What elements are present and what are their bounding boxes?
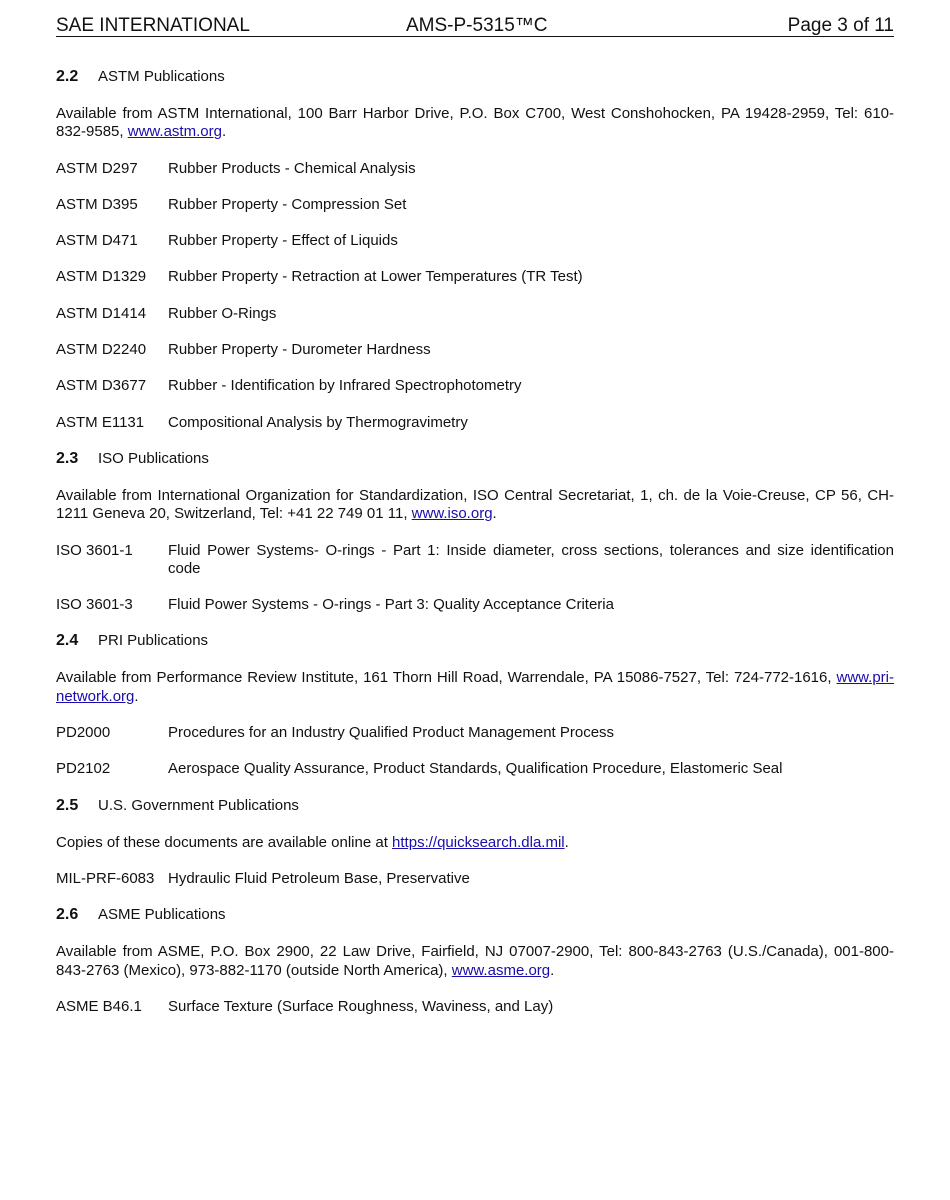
page-header — [56, 15, 894, 37]
intro-tail: . — [550, 961, 555, 979]
reference-title: Fluid Power Systems - O-rings - Part 3: Quality Acceptance Criteria — [168, 596, 614, 614]
section-heading-2-6 — [56, 906, 894, 925]
reference-title: Rubber Property - Compression Set — [168, 195, 407, 213]
reference-item — [56, 414, 894, 432]
header-page-number: Page 3 of 11 — [787, 15, 894, 36]
intro-text: Available from International Organization for Standardization, ISO Central Secretariat, 1, ch. de la Voie-Creuse, CP 56, CH-1211 Geneva 20, Switzerland, Tel: +41 22 749 01 11, — [56, 486, 894, 523]
section-number: 2.2 — [56, 68, 79, 85]
header-org: SAE INTERNATIONAL — [56, 15, 250, 36]
section-intro-2-2 — [56, 105, 894, 142]
reference-item — [56, 596, 894, 614]
reference-item — [56, 268, 894, 286]
section-number: 2.3 — [56, 449, 79, 467]
reference-title: Compositional Analysis by Thermogravimetry — [168, 413, 468, 431]
reference-title: Rubber - Identification by Infrared Spectrophotometry — [168, 377, 522, 395]
section-intro-2-5 — [56, 834, 894, 852]
reference-code: ASME B46.1 — [56, 997, 142, 1015]
section-title: ASTM Publications — [98, 68, 225, 85]
reference-title: Rubber Property - Effect of Liquids — [168, 232, 398, 250]
reference-code: ISO 3601-3 — [56, 596, 133, 614]
astm-website-link[interactable]: www.astm.org — [127, 123, 222, 141]
reference-item — [56, 870, 894, 888]
intro-tail: . — [134, 687, 139, 705]
reference-item — [56, 998, 894, 1016]
reference-item — [56, 305, 894, 323]
intro-text: Available from ASME, P.O. Box 2900, 22 Law Drive, Fairfield, NJ 07007-2900, Tel: 800-843-2763 (U.S./Canada), 001-800-843-2763 (Mexico), 973-882-1170 (outside North America), — [56, 943, 894, 979]
section-title: U.S. Government Publications — [98, 796, 299, 814]
reference-item — [56, 724, 894, 742]
reference-title: Fluid Power Systems- O-rings - Part 1: Inside diameter, cross sections, tolerances and size identification code — [168, 541, 894, 577]
reference-title: Rubber O-Rings — [168, 304, 277, 322]
reference-title: Surface Texture (Surface Roughness, Waviness, and Lay) — [168, 997, 554, 1015]
iso-website-link[interactable]: www.iso.org — [411, 505, 493, 523]
reference-title: Aerospace Quality Assurance, Product Standards, Qualification Procedure, Elastomeric Seal — [168, 760, 783, 778]
section-number: 2.4 — [56, 632, 79, 650]
section-intro-2-3 — [56, 487, 894, 524]
section-intro-2-4 — [56, 669, 894, 706]
section-heading-2-3 — [56, 450, 894, 469]
section-heading-2-5 — [56, 797, 894, 816]
reference-item — [56, 760, 894, 778]
intro-text: Available from ASTM International, 100 Barr Harbor Drive, P.O. Box C700, West Conshohocken, PA 19428-2959, Tel: 610-832-9585, — [56, 105, 894, 141]
section-title: ISO Publications — [98, 449, 209, 467]
reference-title: Hydraulic Fluid Petroleum Base, Preservative — [168, 869, 470, 887]
dla-quicksearch-link[interactable]: https://quicksearch.dla.mil — [392, 833, 565, 851]
reference-code: ASTM D3677 — [56, 377, 147, 395]
section-title: PRI Publications — [98, 632, 209, 650]
reference-title: Rubber Property - Retraction at Lower Temperatures (TR Test) — [168, 268, 583, 286]
reference-code: MIL-PRF-6083 — [56, 869, 155, 887]
reference-code: ASTM D297 — [56, 159, 138, 177]
reference-item — [56, 196, 894, 214]
section-number: 2.5 — [56, 796, 79, 814]
asme-website-link[interactable]: www.asme.org — [451, 961, 551, 979]
section-number: 2.6 — [56, 906, 79, 924]
intro-text: Available from Performance Review Institute, 161 Thorn Hill Road, Warrendale, PA 15086-7527, Tel: 724-772-1616, — [56, 669, 837, 687]
section-title: ASME Publications — [98, 906, 226, 924]
reference-code: ASTM D1329 — [56, 268, 147, 286]
reference-title: Rubber Products - Chemical Analysis — [168, 159, 416, 177]
reference-code: ASTM D2240 — [56, 341, 147, 359]
reference-code: ASTM D471 — [56, 232, 138, 250]
reference-item — [56, 341, 894, 359]
reference-item — [56, 160, 894, 178]
pri-website-link[interactable]: www.pri-network.org — [56, 669, 894, 705]
reference-item — [56, 232, 894, 250]
reference-title: Rubber Property - Durometer Hardness — [168, 341, 431, 359]
section-heading-2-2 — [56, 68, 894, 87]
page-content — [56, 68, 894, 1034]
reference-code: PD2102 — [56, 760, 111, 778]
section-intro-2-6 — [56, 943, 894, 980]
reference-code: ISO 3601-1 — [56, 541, 133, 559]
intro-text: Copies of these documents are available online at — [56, 833, 393, 851]
section-heading-2-4 — [56, 632, 894, 651]
reference-code: ASTM D395 — [56, 195, 138, 213]
intro-tail: . — [492, 505, 497, 523]
reference-code: ASTM D1414 — [56, 304, 147, 322]
header-doc-id: AMS-P-5315™C — [406, 15, 548, 36]
reference-item — [56, 377, 894, 395]
reference-code: PD2000 — [56, 724, 111, 742]
reference-code: ASTM E1131 — [56, 413, 145, 431]
reference-title: Procedures for an Industry Qualified Product Management Process — [168, 724, 615, 742]
reference-item — [56, 542, 894, 579]
intro-tail: . — [221, 123, 227, 141]
intro-tail: . — [564, 833, 569, 851]
